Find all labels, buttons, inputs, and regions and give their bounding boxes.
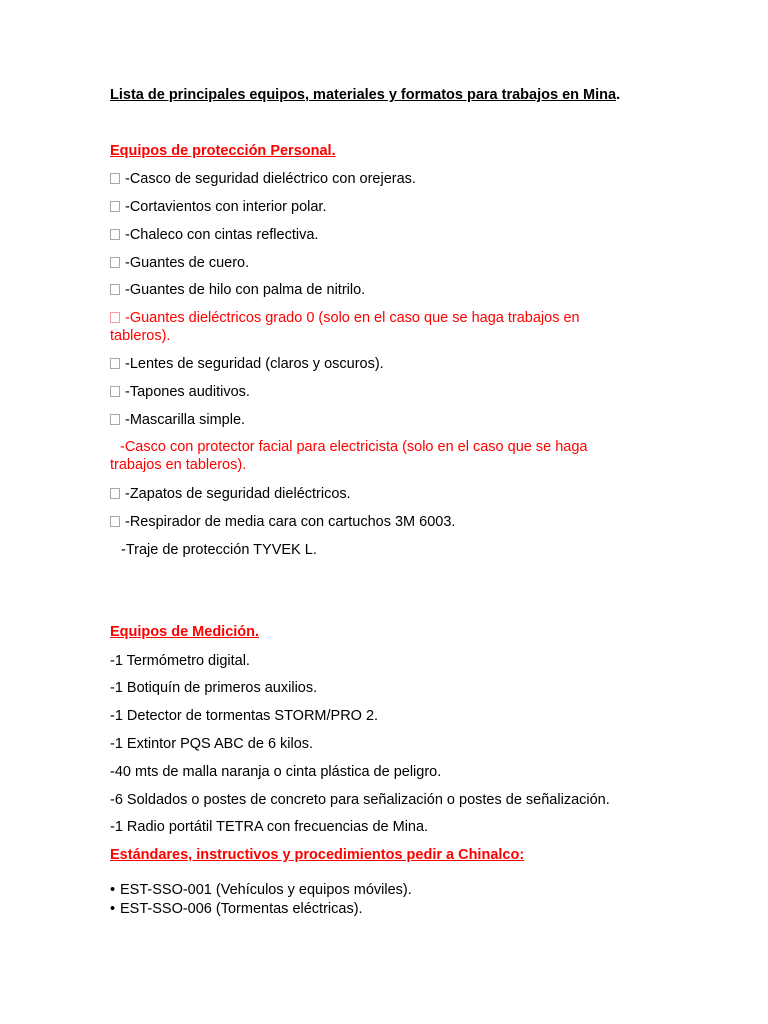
list-item-text: -Cortavientos con interior polar.	[125, 199, 327, 215]
list-item-text: -Zapatos de seguridad dieléctricos.	[125, 486, 351, 502]
bullet-icon: •	[110, 882, 116, 898]
list-item-text: -Traje de protección TYVEK L.	[121, 542, 317, 558]
list-item: -1 Radio portátil TETRA con frecuencias de Mina.	[110, 819, 429, 835]
list-item	[110, 309, 630, 345]
checkbox-icon	[110, 414, 120, 425]
document-title-suffix: .	[616, 87, 621, 103]
checkbox-icon	[110, 358, 120, 369]
section-heading-epp: Equipos de protección Personal.	[110, 143, 336, 159]
section-heading-estandares: Estándares, instructivos y procedimientos pedir a Chinalco:	[110, 847, 525, 863]
list-item	[110, 170, 670, 188]
checkbox-icon	[110, 386, 120, 397]
list-item	[110, 281, 670, 299]
bullet-icon: •	[110, 901, 116, 917]
list-item: -1 Termómetro digital.	[110, 653, 250, 669]
checkbox-icon	[110, 312, 120, 323]
list-item-text: -Tapones auditivos.	[125, 384, 250, 400]
list-item-text: -Guantes de hilo con palma de nitrilo.	[125, 282, 366, 298]
list-item	[110, 198, 670, 216]
list-item: -1 Extintor PQS ABC de 6 kilos.	[110, 736, 314, 752]
list-item	[110, 411, 670, 429]
list-item	[110, 355, 670, 373]
list-item	[110, 485, 670, 503]
list-item-text: -Respirador de media cara con cartuchos 3M 6003.	[125, 514, 456, 530]
bullet-item-text: EST-SSO-001 (Vehículos y equipos móviles).	[120, 882, 412, 898]
list-item: -6 Soldados o postes de concreto para señalización o postes de señalización.	[110, 792, 610, 808]
list-item: -40 mts de malla naranja o cinta plástica de peligro.	[110, 764, 442, 780]
list-item	[110, 513, 670, 531]
bullet-item	[110, 900, 670, 918]
checkbox-icon	[110, 516, 120, 527]
checkbox-icon	[110, 229, 120, 240]
list-item-text: -Lentes de seguridad (claros y oscuros).	[125, 356, 384, 372]
document-title-text: Lista de principales equipos, materiales y formatos para trabajos en Mina	[110, 87, 617, 103]
section-heading-medicion: Equipos de Medición.	[110, 624, 260, 640]
list-item	[110, 254, 670, 272]
list-item	[110, 383, 670, 401]
list-item-text: -Mascarilla simple.	[125, 412, 246, 428]
bullet-item	[110, 881, 670, 899]
list-item-text: -Casco con protector facial para electricista (solo en el caso que se haga trabajos en tableros).	[110, 439, 588, 473]
list-item: -1 Detector de tormentas STORM/PRO 2.	[110, 708, 379, 724]
checkbox-icon	[110, 488, 120, 499]
list-item	[110, 226, 670, 244]
list-item-text: -Chaleco con cintas reflectiva.	[125, 227, 319, 243]
list-item-text: -Casco de seguridad dieléctrico con orejeras.	[125, 171, 416, 187]
list-item	[110, 541, 681, 559]
checkbox-icon	[110, 284, 120, 295]
list-item-text: -Guantes de cuero.	[125, 255, 250, 271]
checkbox-icon	[110, 201, 120, 212]
bullet-item-text: EST-SSO-006 (Tormentas eléctricas).	[120, 901, 363, 917]
list-item	[110, 438, 630, 474]
checkbox-icon	[110, 257, 120, 268]
document-title	[110, 86, 670, 104]
checkbox-icon	[110, 173, 120, 184]
list-item: -1 Botiquín de primeros auxilios.	[110, 680, 318, 696]
list-item-text: -Guantes dieléctricos grado 0 (solo en el caso que se haga trabajos en tableros).	[110, 310, 580, 344]
